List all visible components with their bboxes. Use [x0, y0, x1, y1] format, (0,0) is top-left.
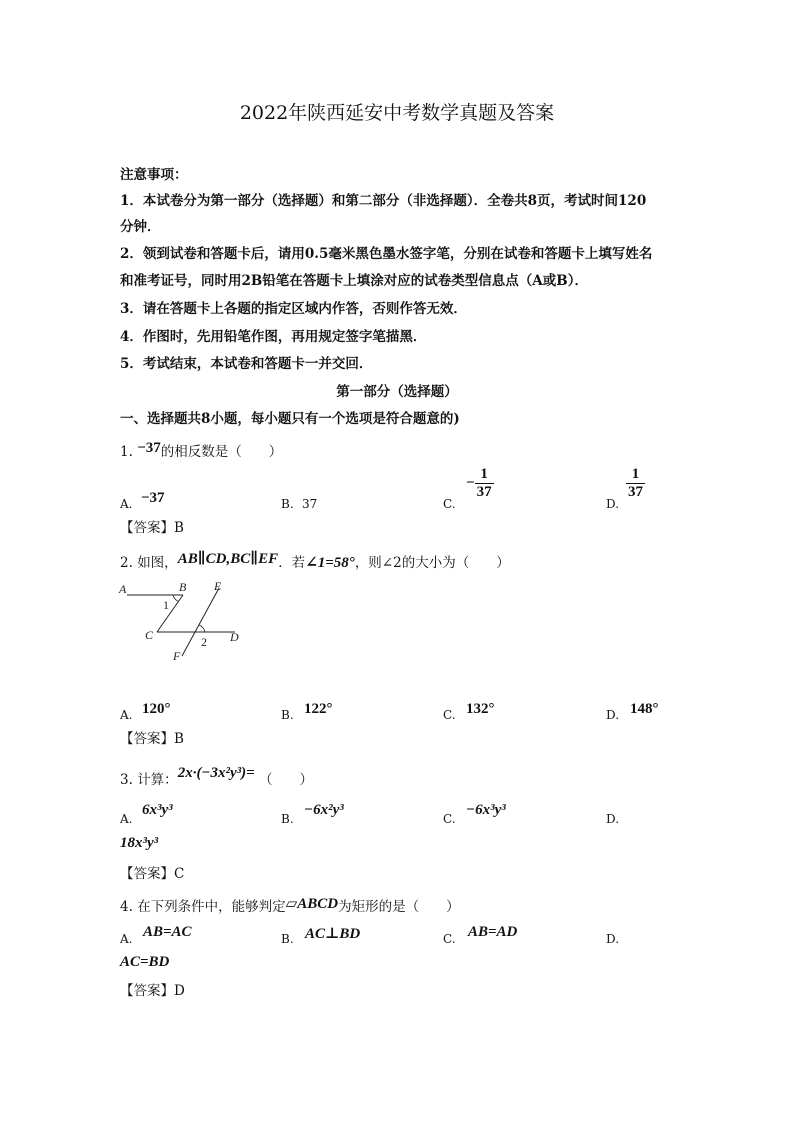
notice-line-3: 2．领到试卷和答题卡后，请用0.5毫米黑色墨水签字笔，分别在试卷和答题卡上填写姓名	[120, 246, 653, 262]
q3-label-c: C.	[443, 812, 456, 826]
part1-heading: 第一部分（选择题）	[336, 384, 458, 400]
q2-label-d: D.	[606, 708, 620, 722]
label-f: F	[173, 649, 181, 663]
label-e: E	[214, 579, 222, 593]
q2-mid: ．若	[278, 555, 306, 571]
label-1: 1	[163, 598, 169, 612]
q4-option-b: AC⊥BD	[305, 926, 361, 942]
q3-blank: （ ）	[259, 772, 314, 788]
q1-expression: −37	[137, 440, 161, 456]
q2-option-a: 120°	[142, 701, 171, 717]
q1-option-b: 37	[302, 497, 318, 511]
q3-option-a: 6x³y³	[142, 802, 173, 818]
q3-question: 计算：	[137, 772, 178, 788]
q3-label-b: B.	[281, 812, 294, 826]
q1-option-d-numerator: 1	[626, 466, 645, 484]
q2-stem	[120, 551, 510, 572]
label-d: D	[230, 630, 239, 644]
q1-label-d: D.	[606, 497, 620, 511]
label-b: B	[179, 580, 187, 594]
q2-option-d: 148°	[630, 701, 659, 717]
q3-label-d: D.	[606, 812, 620, 826]
q1-label-c: C.	[443, 497, 456, 511]
q1-stem	[120, 440, 283, 461]
q4-question: 在下列条件中，能够判定	[137, 899, 286, 915]
q2-label-b: B.	[281, 708, 294, 722]
notice-line-5: 3．请在答题卡上各题的指定区域内作答，否则作答无效．	[120, 301, 467, 317]
q3-expression: 2x·(−3x²y³)=	[177, 765, 255, 781]
q2-label-c: C.	[443, 708, 456, 722]
q1-label-a: A.	[120, 497, 133, 511]
q1-option-a: −37	[141, 490, 165, 506]
q4-label-d: D.	[606, 932, 620, 946]
q1-label-b: B.	[281, 497, 294, 511]
q3-stem	[120, 765, 314, 789]
q4-stem	[120, 898, 460, 916]
angle-1-arc	[173, 595, 179, 602]
q1-question: 的相反数是（ ）	[160, 444, 283, 460]
q2-post: ，则∠2的大小为（ ）	[354, 555, 510, 571]
q3-number: 3.	[120, 772, 133, 788]
q4-answer: 【答案】D	[120, 983, 185, 999]
notice-line-2: 分钟．	[120, 219, 161, 235]
q1-option-c-denominator: 37	[476, 484, 492, 500]
notice-line-1: 1．本试卷分为第一部分（选择题）和第二部分（非选择题）．全卷共8页，考试时间120	[120, 193, 647, 209]
notice-heading: 注意事项：	[120, 167, 188, 183]
notice-line-4: 和准考证号，同时用2B铅笔在答题卡上填涂对应的试卷类型信息点（A或B）．	[120, 273, 588, 289]
q4-label-b: B.	[281, 932, 294, 946]
q2-answer: 【答案】B	[120, 731, 184, 747]
q1-option-c-numerator: 1	[475, 466, 494, 484]
q2-condition: AB∥CD,BC∥EF	[177, 551, 279, 567]
q4-parallelogram: ▱ABCD	[285, 896, 339, 912]
q2-angle: ∠1=58°	[305, 555, 355, 571]
q4-label-a: A.	[120, 932, 133, 946]
q2-label-a: A.	[120, 708, 133, 722]
label-a: A	[119, 582, 127, 596]
q3-option-c: −6x³y³	[466, 802, 506, 818]
q1-option-d	[626, 466, 645, 501]
q1-option-c	[466, 466, 494, 501]
page-title: 2022年陕西延安中考数学真题及答案	[239, 102, 555, 124]
q3-option-d: 18x³y³	[120, 835, 159, 851]
notice-line-6: 4．作图时，先用铅笔作图，再用规定签字笔描黑．	[120, 329, 427, 345]
q2-pre: 如图，	[137, 555, 178, 571]
q1-option-c-fraction	[475, 466, 494, 501]
q1-number: 1.	[120, 444, 133, 460]
q4-label-c: C.	[443, 932, 456, 946]
q3-answer: 【答案】C	[120, 866, 185, 882]
q1-option-d-fraction	[626, 466, 645, 501]
line-bc	[157, 595, 183, 632]
label-c: C	[145, 628, 154, 642]
q2-number: 2.	[120, 555, 133, 571]
q2-option-b: 122°	[304, 701, 333, 717]
q2-geometry-figure	[115, 578, 250, 666]
q1-option-c-sign: −	[466, 475, 475, 491]
angle-2-arc	[199, 625, 205, 632]
section-heading: 一、选择题共8小题，每小题只有一个选项是符合题意的)	[120, 411, 460, 427]
q1-option-d-denominator: 37	[628, 484, 643, 500]
label-2: 2	[201, 635, 207, 649]
q3-option-b: −6x²y³	[304, 802, 344, 818]
q4-option-c: AB=AD	[468, 924, 518, 940]
q1-answer: 【答案】B	[120, 520, 184, 536]
q4-option-d: AC=BD	[120, 954, 170, 970]
notice-line-7: 5．考试结束，本试卷和答题卡一并交回．	[120, 356, 373, 372]
q4-option-a: AB=AC	[143, 924, 192, 940]
q4-question-end: 为矩形的是（ ）	[338, 899, 460, 915]
q4-number: 4.	[120, 899, 133, 915]
q3-label-a: A.	[120, 812, 133, 826]
q2-option-c: 132°	[466, 701, 495, 717]
